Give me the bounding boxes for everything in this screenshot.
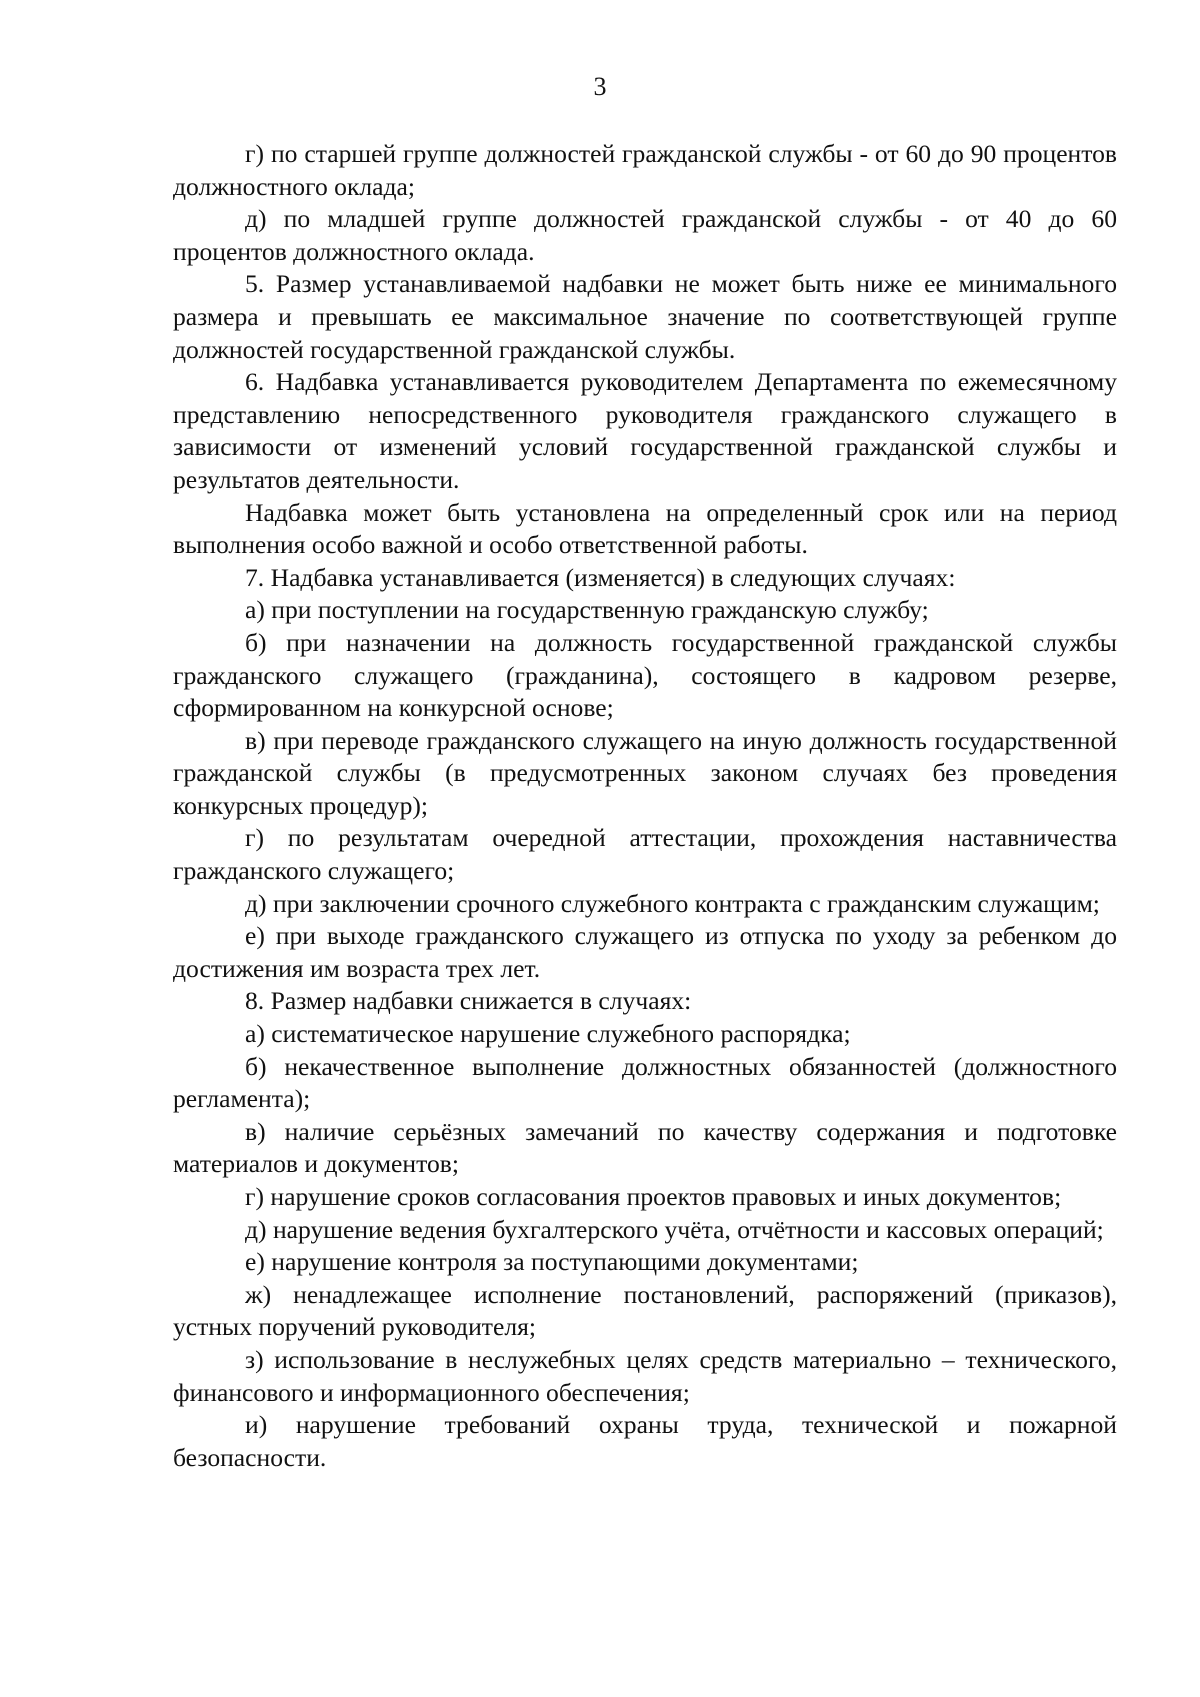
paragraph: а) систематическое нарушение служебного распорядка; [245,1019,851,1049]
paragraph: 7. Надбавка устанавливается (изменяется) в следующих случаях: [245,562,956,592]
paragraph: 8. Размер надбавки снижается в случаях: [245,986,692,1016]
page-number: 3 [593,72,607,101]
paragraph: б) некачественное выполнение должностных обязанностей (должностного регламента); [173,1051,1117,1114]
paragraph: Надбавка может быть установлена на определенный срок или на период выполнения особо важной и особо ответственной работы. [173,497,1117,560]
paragraph: г) по старшей группе должностей гражданской службы - от 60 до 90 процентов должностного оклада; [173,139,1117,201]
paragraph: г) нарушение сроков согласования проектов правовых и иных документов; [245,1182,1062,1211]
paragraph: д) при заключении срочного служебного контракта с гражданским служащим; [245,888,1100,918]
paragraph: и) нарушение требований охраны труда, технической и пожарной безопасности. [173,1410,1117,1472]
paragraph: д) нарушение ведения бухгалтерского учёта, отчётности и кассовых операций; [245,1214,1104,1244]
paragraph: в) наличие серьёзных замечаний по качеству содержания и подготовке материалов и документов; [173,1116,1117,1179]
paragraph: ж) ненадлежащее исполнение постановлений, распоряжений (приказов), устных поручений руководителя; [173,1279,1117,1342]
paragraph: б) при назначении на должность государственной гражданской службы гражданского служащего (гражданина), состоящего в кадровом резерве, сформированном на конкурсной основе; [173,627,1117,723]
paragraph: 6. Надбавка устанавливается руководителем Департамента по ежемесячному представлению непосредственного руководителя гражданского служащего в зависимости от изменений условий государственной гражданской службы и результатов деятельности. [173,367,1117,494]
document-body [173,138,1117,1474]
paragraph: д) по младшей группе должностей гражданской службы - от 40 до 60 процентов должностного оклада. [173,204,1117,266]
paragraph: а) при поступлении на государственную гражданскую службу; [245,595,929,625]
paragraph: з) использование в неслужебных целях средств материально – технического, финансового и информационного обеспечения; [173,1344,1117,1407]
paragraph: е) при выходе гражданского служащего из отпуска по уходу за ребенком до достижения им возраста трех лет. [173,921,1117,983]
paragraph: 5. Размер устанавливаемой надбавки не может быть ниже ее минимального размера и превышать ее максимальное значение по соответствующей группе должностей государственной гражданской службы. [173,269,1117,364]
paragraph: е) нарушение контроля за поступающими документами; [245,1247,859,1277]
paragraph: в) при переводе гражданского служащего на иную должность государственной гражданской службы (в предусмотренных законом случаях без проведения конкурсных процедур); [173,725,1117,820]
paragraph: г) по результатам очередной аттестации, прохождения наставничества гражданского служащего; [173,823,1117,886]
